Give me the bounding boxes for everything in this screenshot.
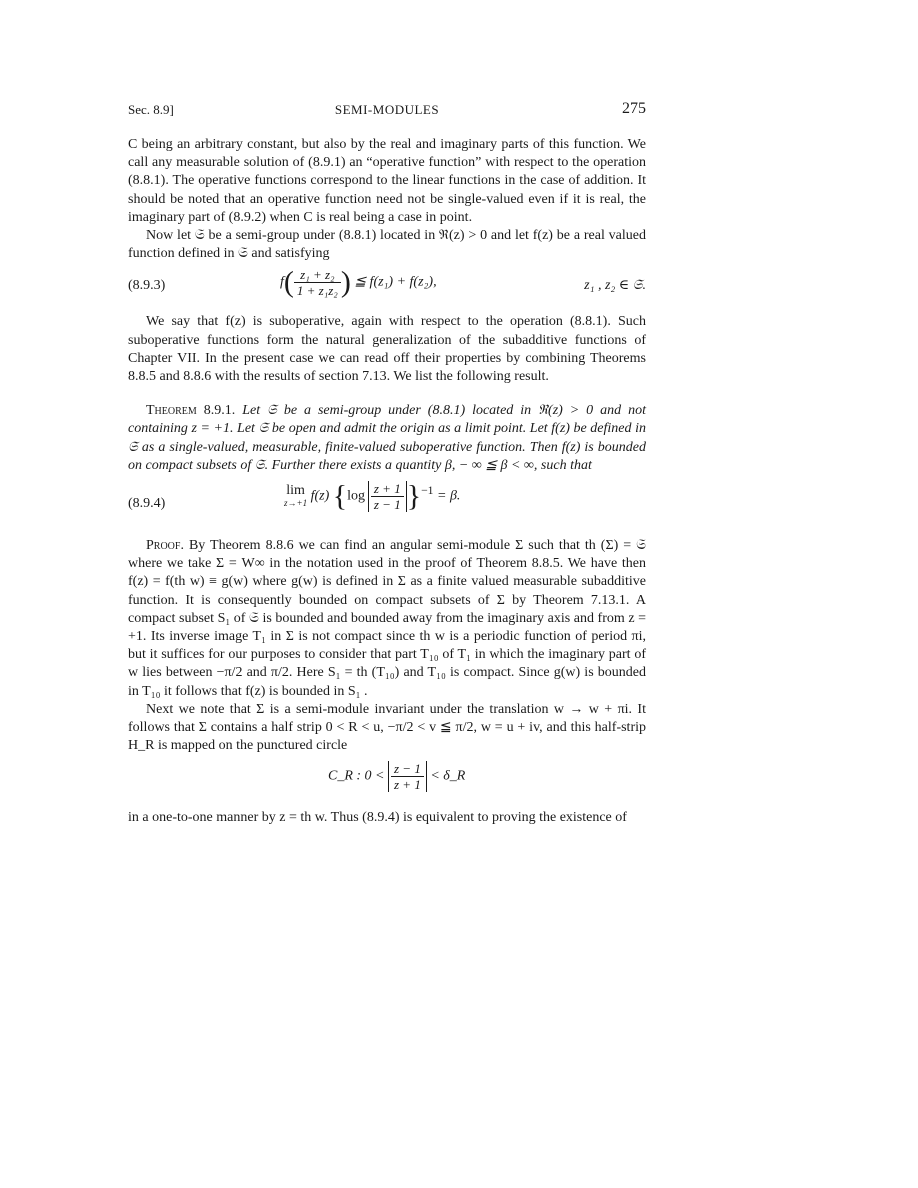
theorem-number: 8.9.1. bbox=[196, 403, 243, 419]
section-label: Sec. 8.9] bbox=[128, 102, 174, 117]
limit-word: lim bbox=[286, 482, 305, 498]
fraction-denominator: z − 1 bbox=[373, 497, 401, 513]
theorem-text: Let 𝔖 be a semi-group under (8.8.1) located in ℜ(z) > 0 and not containing z = +1. Let 𝔖 be open and admit the origin as a limit point. Let f(z) be defined in 𝔖 as a single-valued, measurable, finite-valued suboperative function. Then f(z) is bounded on compact subsets of 𝔖. Further there exists a quantity β, − ∞ ≦ β < ∞, such that bbox=[128, 403, 646, 473]
limit-subscript: z→+1 bbox=[284, 497, 308, 508]
equation-punctured-circle bbox=[128, 761, 646, 801]
page-body bbox=[128, 136, 646, 828]
left-paren: ( bbox=[283, 265, 294, 299]
page-number: 275 bbox=[622, 100, 646, 117]
spacer bbox=[128, 386, 646, 402]
fraction bbox=[294, 267, 341, 298]
equation-number: (8.9.3) bbox=[128, 278, 166, 294]
right-paren: ) bbox=[340, 265, 351, 299]
fraction-numerator: z₁ + z₂ bbox=[294, 267, 341, 283]
equation-rhs: ≦ f(z₁) + f(z₂), bbox=[350, 275, 437, 291]
paragraph-1: C being an arbitrary constant, but also by the real and imaginary parts of this function. We call any measurable solution of (8.9.1) an “operative function” with respect to the operation (8.8.1). The operative functions correspond to the linear functions in the case of addition. It should be noted that an operative function need not be single-valued even if it is real, the imaginary part of (8.9.2) when C is real being a case in point. bbox=[128, 137, 646, 225]
limit-operator bbox=[284, 482, 308, 509]
fraction-denominator: z + 1 bbox=[394, 777, 421, 793]
equation-body bbox=[280, 267, 437, 298]
equation-rhs: = β. bbox=[433, 488, 461, 504]
equation-condition: z₁ , z₂ ∈ 𝔖. bbox=[584, 278, 646, 294]
paragraph-3: We say that f(z) is suboperative, again with respect to the operation (8.8.1). Such suboperative functions form the natural generalization of the subadditive functions of Chapter VII. In the present case we can read off their properties by combining Theorems 8.8.5 and 8.8.6 with the results of section 7.13. We list the following result. bbox=[128, 314, 646, 385]
paragraph-2: Now let 𝔖 be a semi-group under (8.8.1) located in ℜ(z) > 0 and let f(z) be a real valued function defined in 𝔖 and satisfying bbox=[128, 228, 646, 262]
equation-8-9-4 bbox=[128, 481, 646, 527]
theorem-label: Theorem bbox=[146, 403, 197, 419]
fraction bbox=[391, 761, 424, 792]
fraction-numerator: z − 1 bbox=[391, 761, 424, 777]
absolute-value bbox=[368, 481, 407, 512]
fraction bbox=[371, 481, 404, 512]
limit-function: f(z) bbox=[307, 488, 333, 504]
proof-label: Proof bbox=[146, 538, 181, 554]
equation-body bbox=[284, 481, 460, 512]
fraction-denominator: 1 + z₁z₂ bbox=[296, 283, 338, 299]
absolute-value bbox=[388, 761, 427, 792]
equation-body bbox=[328, 761, 465, 792]
running-header bbox=[128, 100, 646, 122]
log-word: log bbox=[347, 488, 366, 504]
proof-paragraph bbox=[128, 537, 646, 701]
function-symbol: f bbox=[280, 275, 284, 291]
paragraph-5: Next we note that Σ is a semi-module invariant under the translation w → w + πi. It follows that Σ contains a half strip 0 < R < u, −π/2 < v ≦ π/2, w = u + iv, and this half-strip H_R is mapped on the punctured circle bbox=[128, 701, 646, 754]
fraction-numerator: z + 1 bbox=[371, 481, 404, 497]
right-brace: } bbox=[406, 479, 422, 513]
paragraph-6: in a one-to-one manner by z = th w. Thus (8.9.4) is equivalent to proving the existence of bbox=[128, 810, 627, 826]
exponent: −1 bbox=[421, 484, 434, 498]
equation-number: (8.9.4) bbox=[128, 496, 166, 512]
equation-lhs: C_R : 0 < bbox=[328, 769, 388, 785]
theorem-8-9-1 bbox=[128, 402, 646, 475]
running-title: SEMI-MODULES bbox=[334, 102, 440, 117]
left-brace: { bbox=[332, 479, 348, 513]
proof-text: . By Theorem 8.8.6 we can find an angular semi-module Σ such that th (Σ) = 𝔖 where we take Σ = W∞ in the notation used in the proof of Theorem 8.8.5. We have then f(z) = f(th w) ≡ g(w) where g(w) is defined in Σ as a finite valued measurable subadditive function. It is consequently bounded on compact subsets of Σ by Theorem 7.13.1. A compact subset S₁ of 𝔖 is bounded and bounded away from the imaginary axis and from z = +1. Its inverse image T₁ in Σ is not compact since th w is a periodic function of period πi, but it suffices for our purposes to consider that part T₁₀ of T₁ in which the imaginary part of w lies between −π/2 and π/2. Here S₁ = th (T₁₀) and T₁₀ is compact. Since g(w) is bounded in T₁₀ it follows that f(z) is bounded in S₁ . bbox=[128, 538, 646, 699]
equation-rhs: < δ_R bbox=[426, 769, 466, 785]
equation-8-9-3 bbox=[128, 267, 646, 307]
